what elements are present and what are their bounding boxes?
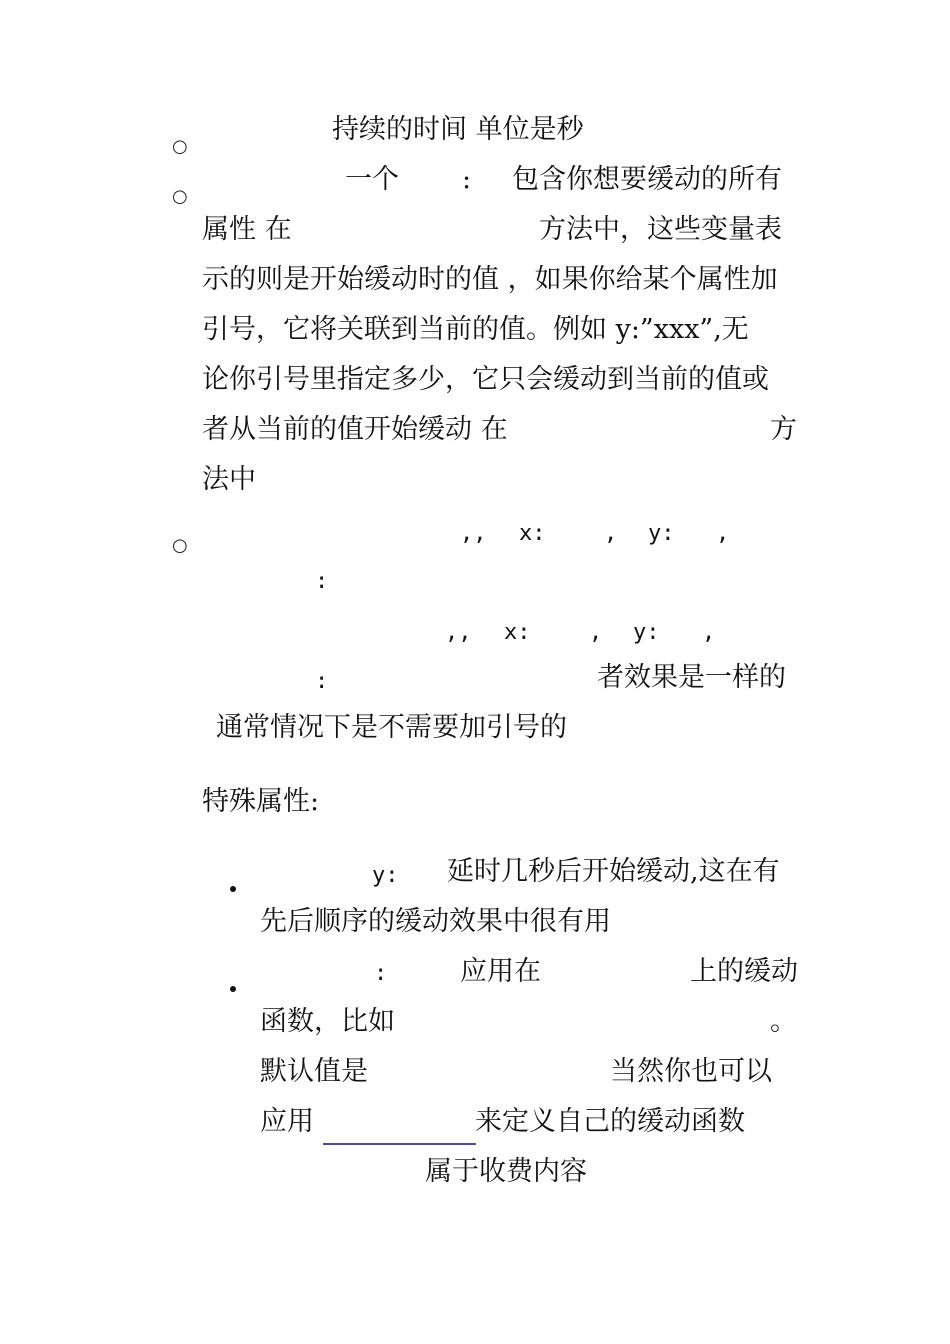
props-method-text: 方法中，这些变量表 [539,214,782,245]
circle-bullet-icon: ○ [172,535,188,556]
object-colon: : [462,164,472,195]
example-1-comma: , [716,521,730,546]
ease-custom-text: 当然你也可以 [610,1056,772,1087]
delay-key: y: [372,863,399,888]
example-1-colon: : [315,569,329,594]
props-line-6-end: 方 [770,414,797,445]
props-line-7: 法中 [202,464,256,495]
bullet-icon [230,986,236,992]
props-line-4: 引号，它将关联到当前的值。例如 y:”xxx”,无 [202,314,749,345]
same-effect-text: 者效果是一样的 [597,662,786,693]
ease-period: 。 [770,1006,797,1037]
example-2-colon: : [315,669,329,694]
example-2-comma: , [589,620,603,645]
ease-function-text: 函数，比如 [260,1006,395,1037]
props-line-3: 示的则是开始缓动时的值 ，如果你给某个属性加 [202,264,778,295]
circle-bullet-icon: ○ [172,136,188,157]
paid-content-notice: 属于收费内容 [425,1156,587,1187]
bullet-icon [230,886,236,892]
example-2-y: y: [633,620,660,645]
object-description: 包含你想要缓动的所有 [512,164,782,195]
ease-define-text: 来定义自己的缓动函数 [475,1106,745,1137]
example-2-commas: ,, [445,620,472,645]
object-label: 一个 [345,164,399,195]
link-underline[interactable] [323,1143,476,1145]
ease-colon: : [374,961,388,986]
props-line-6: 者从当前的值开始缓动 在 [202,414,508,445]
props-line-5: 论你引号里指定多少，它只会缓动到当前的值或 [202,364,769,395]
example-1-comma: , [604,521,618,546]
example-1-commas: ,, [460,521,487,546]
no-quotes-text: 通常情况下是不需要加引号的 [216,712,567,743]
example-2-comma: , [702,620,716,645]
example-1-x: x: [519,521,546,546]
circle-bullet-icon: ○ [172,186,188,207]
example-1-y: y: [648,521,675,546]
delay-description-2: 先后顺序的缓动效果中很有用 [260,906,611,937]
ease-apply2-text: 应用 [260,1106,314,1137]
special-properties-heading: 特殊属性: [202,786,320,817]
ease-apply-text: 应用在 [460,956,541,987]
props-in-text: 属性 在 [202,214,292,245]
ease-default-text: 默认值是 [260,1056,368,1087]
duration-text: 持续的时间 单位是秒 [332,114,584,145]
example-2-x: x: [504,620,531,645]
delay-description: 延时几秒后开始缓动,这在有 [447,856,780,887]
ease-on-text: 上的缓动 [690,956,798,987]
